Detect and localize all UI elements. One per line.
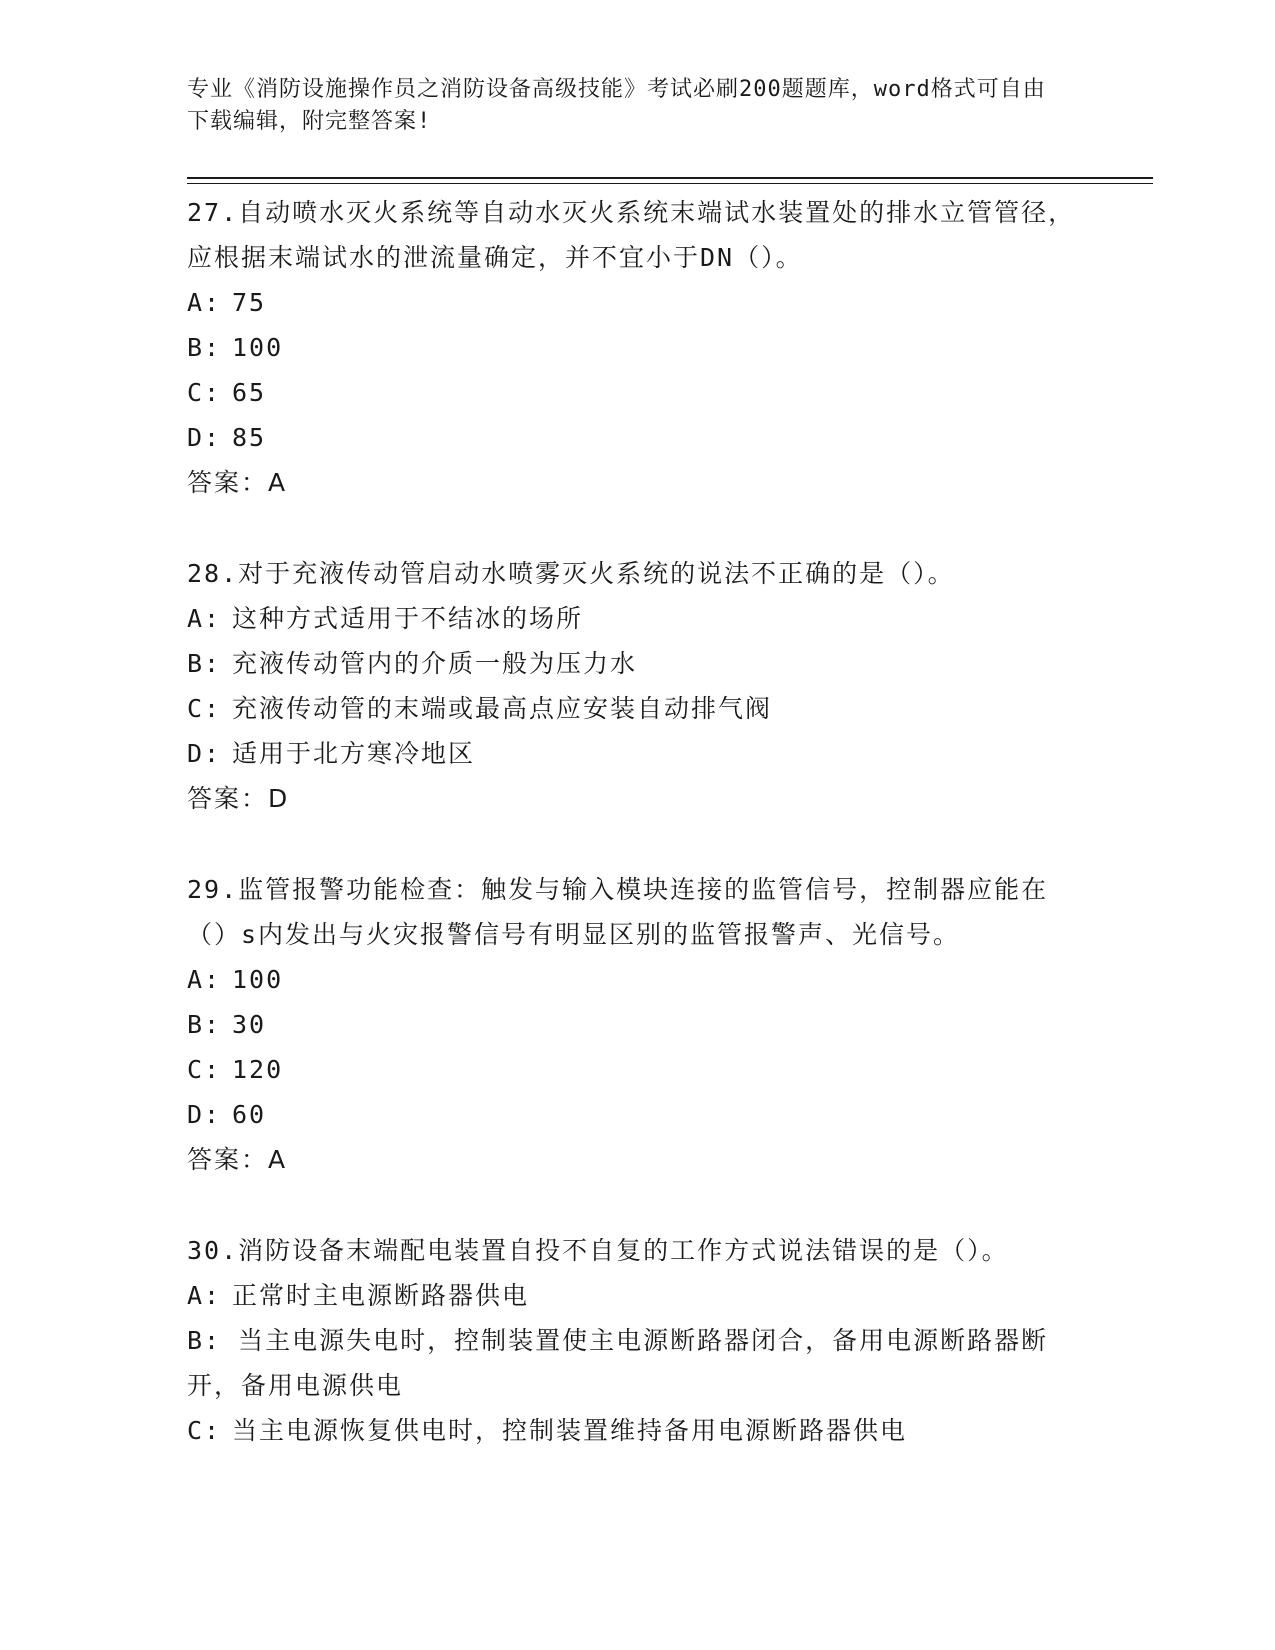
option-b bbox=[187, 1318, 1077, 1408]
option-a bbox=[187, 280, 1077, 325]
option-text: 60 bbox=[232, 1100, 267, 1129]
option-text: 100 bbox=[232, 965, 284, 994]
option-d bbox=[187, 1092, 1077, 1137]
option-c bbox=[187, 686, 1077, 731]
question-27 bbox=[187, 190, 1077, 505]
option-c bbox=[187, 1047, 1077, 1092]
option-label: A: bbox=[187, 965, 222, 994]
option-label: B: bbox=[187, 1326, 222, 1355]
option-label: D: bbox=[187, 1100, 222, 1129]
answer-text: 答案：A bbox=[187, 1145, 288, 1174]
option-d bbox=[187, 731, 1077, 776]
document-header: 专业《消防设施操作员之消防设备高级技能》考试必刷200题题库，word格式可自由下载编辑，附完整答案! bbox=[187, 77, 1046, 134]
question-text: 29.监管报警功能检查：触发与输入模块连接的监管信号，控制器应能在（）s内发出与火灾报警信号有明显区别的监管报警声、光信号。 bbox=[187, 875, 1049, 949]
option-text: 120 bbox=[232, 1055, 284, 1084]
option-c bbox=[187, 370, 1077, 415]
option-label: A: bbox=[187, 604, 222, 633]
option-label: D: bbox=[187, 739, 222, 768]
option-label: C: bbox=[187, 378, 222, 407]
option-text: 75 bbox=[232, 288, 267, 317]
header-rule-thin bbox=[187, 183, 1153, 184]
question-text: 28.对于充液传动管启动水喷雾灭火系统的说法不正确的是（）。 bbox=[187, 559, 955, 588]
option-d bbox=[187, 415, 1077, 460]
header-rule-thick bbox=[187, 177, 1153, 179]
option-text: 充液传动管内的介质一般为压力水 bbox=[232, 649, 638, 678]
option-label: B: bbox=[187, 333, 222, 362]
option-text: 当主电源失电时，控制装置使主电源断路器闭合，备用电源断路器断开，备用电源供电 bbox=[187, 1326, 1049, 1400]
option-label: B: bbox=[187, 1010, 222, 1039]
option-a bbox=[187, 957, 1077, 1002]
question-text: 27.自动喷水灭火系统等自动水灭火系统末端试水装置处的排水立管管径，应根据末端试水的泄流量确定，并不宜小于DN（）。 bbox=[187, 198, 1076, 272]
option-text: 正常时主电源断路器供电 bbox=[232, 1281, 530, 1310]
option-text: 适用于北方寒冷地区 bbox=[232, 739, 476, 768]
option-b bbox=[187, 325, 1077, 370]
answer-text: 答案：D bbox=[187, 784, 290, 813]
option-text: 充液传动管的末端或最高点应安装自动排气阀 bbox=[232, 694, 773, 723]
option-text: 65 bbox=[232, 378, 267, 407]
option-label: B: bbox=[187, 649, 222, 678]
question-30 bbox=[187, 1228, 1077, 1453]
question-29 bbox=[187, 867, 1077, 1182]
option-label: A: bbox=[187, 1281, 222, 1310]
question-list bbox=[187, 190, 1077, 1499]
option-b bbox=[187, 641, 1077, 686]
option-text: 30 bbox=[232, 1010, 267, 1039]
option-text: 这种方式适用于不结冰的场所 bbox=[232, 604, 584, 633]
answer-text: 答案：A bbox=[187, 468, 288, 497]
option-a bbox=[187, 596, 1077, 641]
option-b bbox=[187, 1002, 1077, 1047]
option-label: A: bbox=[187, 288, 222, 317]
option-text: 当主电源恢复供电时，控制装置维持备用电源断路器供电 bbox=[232, 1416, 908, 1445]
option-label: D: bbox=[187, 423, 222, 452]
option-label: C: bbox=[187, 694, 222, 723]
option-label: C: bbox=[187, 1055, 222, 1084]
question-28 bbox=[187, 551, 1077, 821]
question-text: 30.消防设备末端配电装置自投不自复的工作方式说法错误的是（）。 bbox=[187, 1236, 1009, 1265]
option-text: 85 bbox=[232, 423, 267, 452]
option-c bbox=[187, 1408, 1077, 1453]
option-text: 100 bbox=[232, 333, 284, 362]
option-label: C: bbox=[187, 1416, 222, 1445]
option-a bbox=[187, 1273, 1077, 1318]
